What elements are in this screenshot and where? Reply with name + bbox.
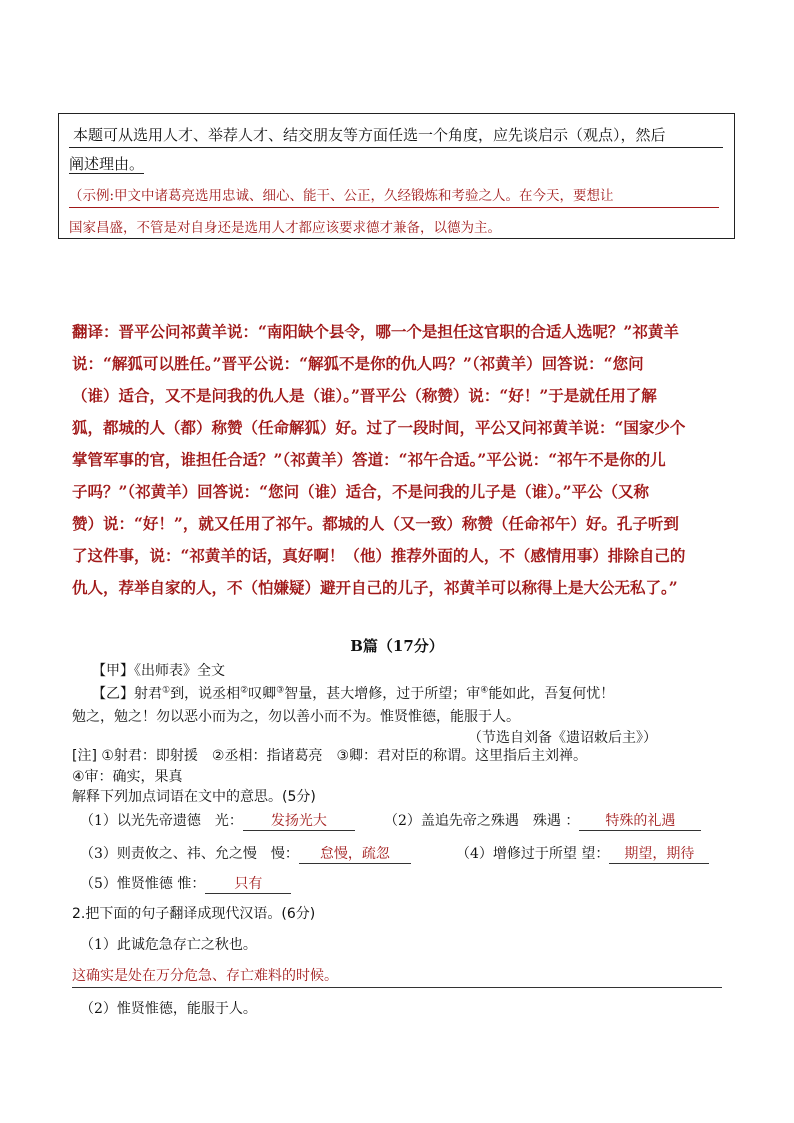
- answer-line-2-text: 阐述理由。: [69, 155, 145, 173]
- q1-item-4: [456, 843, 709, 864]
- q1-item-3-answer: 怠慢，疏忽: [299, 843, 411, 864]
- yi-text: 叹卿: [248, 686, 277, 702]
- question-1-prompt: 解释下列加点词语在文中的意思。(5分): [72, 789, 316, 805]
- passage-yi-line-2: 勉之，勉之！勿以恶小而为之，勿以善小而不为。惟贤惟德，能服于人。: [72, 709, 520, 725]
- translation-line: 翻译：晋平公问祁黄羊说：“南阳缺个县令，哪一个是担任这官职的合适人选呢？”祁黄羊: [72, 322, 679, 341]
- q1-item-5-label: （5）惟贤惟德 惟：: [80, 876, 206, 892]
- q1-item-2-answer: 特殊的礼遇: [579, 810, 701, 831]
- q1-item-5-answer: 只有: [205, 873, 291, 894]
- example-line-1: （示例:甲文中诸葛亮选用忠诚、细心、能干、公正，久经锻炼和考验之人。在今天，要想让: [69, 184, 719, 208]
- translation-line: 仇人，荐举自家的人，不（怕嫌疑）避开自己的儿子，祁黄羊可以称得上是大公无私了。”: [72, 578, 678, 597]
- answer-box: [58, 113, 735, 239]
- footnote-marker: ①: [162, 685, 171, 696]
- answer-line-2: [69, 153, 144, 176]
- q1-item-3-label: （3）则责攸之、祎、允之慢 慢：: [80, 846, 299, 862]
- q2-answer-1: 这确实是处在万分危急、存亡难料的时候。: [72, 965, 722, 988]
- passage-source: （节选自刘备《遗诏敕后主》）: [468, 730, 657, 746]
- footnote-marker: ③: [276, 685, 285, 696]
- translation-line: 狐，都城的人（都）称赞（任命解狐）好。过了一段时间，平公又问祁黄羊说：“国家少个: [72, 418, 686, 437]
- footnote-marker: ②: [240, 685, 249, 696]
- example-line-2: 国家昌盛，不管是对自身还是选用人才都应该要求德才兼备，以德为主。: [69, 220, 501, 236]
- footnote-marker: ④: [480, 685, 489, 696]
- q1-item-4-answer: 期望，期待: [609, 843, 709, 864]
- q2-sentence-2: （2）惟贤惟德，能服于人。: [80, 1001, 257, 1017]
- translation-line: 赞）说：“好！”，就又任用了祁午。都城的人（又一致）称赞（任命祁午）好。孔子听到: [72, 514, 679, 533]
- q1-item-5: [80, 873, 291, 894]
- q1-item-4-label: （4）增修过于所望 望：: [456, 846, 610, 862]
- passage-jia: 【甲】《出师表》全文: [92, 663, 225, 679]
- q1-item-1: [80, 810, 355, 831]
- q1-item-2: [384, 810, 701, 831]
- q1-item-1-label: （1）以光先帝遗德 光：: [80, 813, 243, 829]
- q2-sentence-1: （1）此诚危急存亡之秋也。: [80, 937, 257, 953]
- annotation-line-2: ④审：确实，果真: [72, 769, 183, 785]
- question-2-prompt: 2.把下面的句子翻译成现代汉语。(6分): [72, 906, 316, 922]
- passage-yi-line-1: [92, 683, 614, 703]
- translation-line: 了这件事，说：“祁黄羊的话，真好啊！（他）推荐外面的人，不（感情用事）排除自己的: [72, 546, 686, 565]
- translation-line: 子吗？”（祁黄羊）回答说：“您问（谁）适合，不是问我的儿子是（谁）。”平公（又称: [72, 482, 649, 501]
- yi-text: 智量，甚大增修，过于所望；审: [284, 686, 481, 702]
- translation-line: 说：“解狐可以胜任。”晋平公说：“解狐不是你的仇人吗？”（祁黄羊）回答说：“您问: [72, 354, 644, 373]
- q1-item-1-answer: 发扬光大: [243, 810, 355, 831]
- yi-text: 能如此，吾复何忧！: [488, 686, 615, 702]
- translation-line: 掌管军事的官，谁担任合适？”（祁黄羊）答道：“祁午合适。”平公说：“祁午不是你的儿: [72, 450, 666, 469]
- yi-text: 【乙】射君: [92, 686, 162, 702]
- q1-item-2-label: （2）盖追先帝之殊遇 殊遇 ：: [384, 813, 580, 829]
- section-title: B篇（17分）: [350, 637, 444, 655]
- yi-text: 到，说丞相: [170, 686, 241, 702]
- q1-item-3: [80, 843, 411, 864]
- answer-line-1: 本题可从选用人才、举荐人才、结交朋友等方面任选一个角度，应先谈启示（观点），然后: [69, 124, 723, 148]
- annotation-line-1: [注] ①射君：即射援 ②丞相：指诸葛亮 ③卿：君对臣的称谓。这里指后主刘禅。: [72, 748, 588, 764]
- translation-line: （谁）适合，又不是问我的仇人是（谁）。”晋平公（称赞）说：“好！”于是就任用了解: [72, 386, 657, 405]
